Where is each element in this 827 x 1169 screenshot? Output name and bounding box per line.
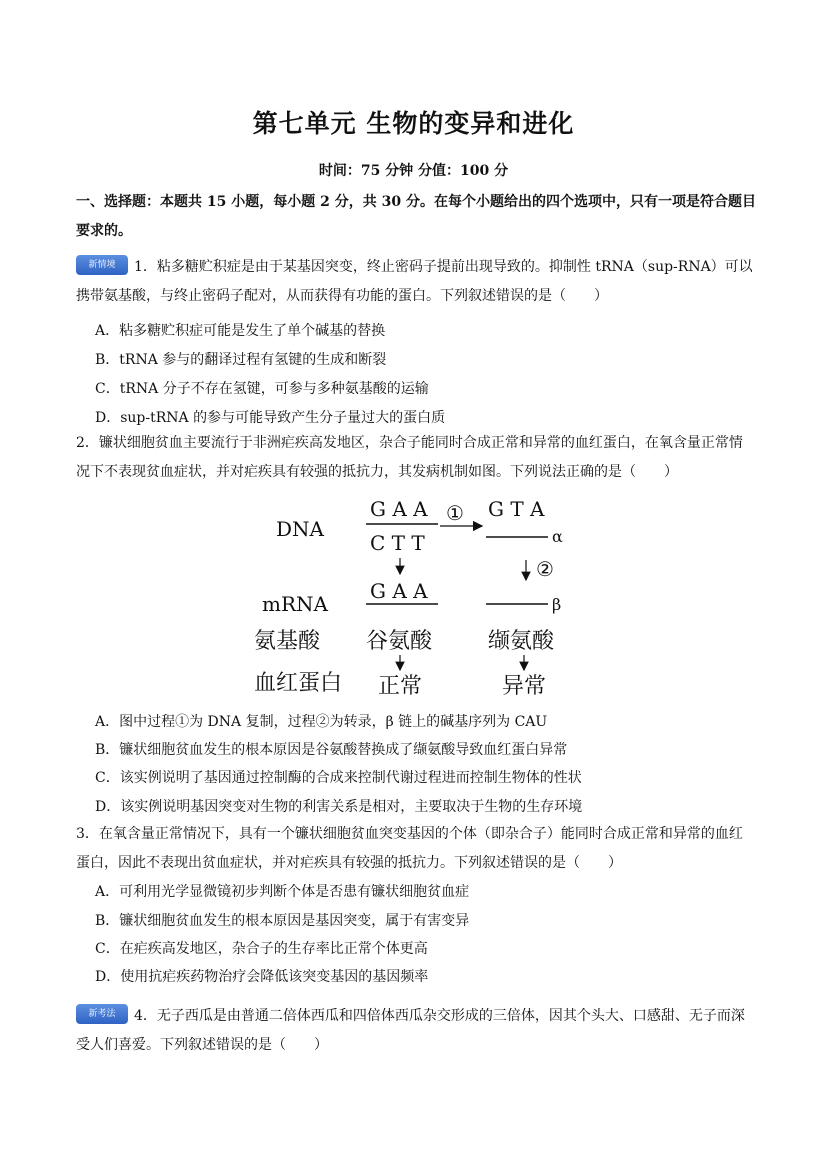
dna-template-top: G A A bbox=[370, 497, 428, 521]
dna-template-bottom: C T T bbox=[370, 531, 425, 555]
question-stem: 4．无子西瓜是由普通二倍体西瓜和四倍体西瓜杂交形成的三倍体，因其个头大、口感甜、无子而深受人们喜爱。下列叙述错误的是（ ） bbox=[76, 1008, 745, 1053]
amino-acid-normal: 谷氨酸 bbox=[366, 629, 433, 654]
beta-label: β bbox=[552, 595, 562, 614]
question-badge: 新考法 bbox=[76, 1004, 128, 1024]
result-mutant: 异常 bbox=[502, 674, 547, 699]
question-1-option-c: C．tRNA 分子不存在氢键，可参与多种氨基酸的运输 bbox=[95, 381, 429, 397]
question-2-option-a: A．图中过程①为 DNA 复制，过程②为转录，β 链上的碱基序列为 CAU bbox=[95, 714, 548, 730]
alpha-label: α bbox=[552, 527, 563, 546]
page-title: 第七单元 生物的变异和进化 bbox=[252, 109, 575, 138]
question-3-option-c: C．在疟疾高发地区，杂合子的生存率比正常个体更高 bbox=[95, 941, 428, 957]
question-3-option-a: A．可利用光学显微镜初步判断个体是否患有镰状细胞贫血症 bbox=[95, 884, 470, 900]
question-badge: 新情境 bbox=[76, 255, 128, 275]
row-label-amino-acid: 氨基酸 bbox=[254, 629, 321, 654]
mutation-diagram-svg bbox=[250, 490, 590, 700]
question-stem: 3．在氧含量正常情况下，具有一个镰状细胞贫血突变基因的个体（即杂合子）能同时合成正常和异常的血红蛋白，因此不表现出贫血症状，并对疟疾具有较强的抵抗力。下列叙述错误的是（ ） bbox=[76, 826, 743, 871]
question-1-option-b: B．tRNA 参与的翻译过程有氢键的生成和断裂 bbox=[95, 352, 387, 368]
exam-meta: 时间：75 分钟 分值：100 分 bbox=[318, 163, 509, 179]
question-3-option-b: B．镰状细胞贫血发生的根本原因是基因突变，属于有害变异 bbox=[95, 913, 470, 929]
question-3 bbox=[76, 820, 756, 878]
row-label-mrna: mRNA bbox=[262, 592, 328, 616]
step-1-label: ① bbox=[446, 501, 464, 525]
question-2-option-c: C．该实例说明了基因通过控制酶的合成来控制代谢过程进而控制生物体的性状 bbox=[95, 770, 582, 786]
result-normal: 正常 bbox=[378, 674, 423, 699]
dna-mutated-top: G T A bbox=[488, 497, 545, 521]
row-label-dna: DNA bbox=[276, 517, 324, 541]
question-2-option-b: B．镰状细胞贫血发生的根本原因是谷氨酸替换成了缬氨酸导致血红蛋白异常 bbox=[95, 742, 568, 758]
amino-acid-mutant: 缬氨酸 bbox=[488, 629, 555, 654]
mrna-sequence: G A A bbox=[370, 579, 428, 603]
row-label-hemoglobin: 血红蛋白 bbox=[254, 671, 343, 696]
question-stem: 2．镰状细胞贫血主要流行于非洲疟疾高发地区，杂合子能同时合成正常和异常的血红蛋白，在氧含量正常情况下不表现贫血症状，并对疟疾具有较强的抵抗力，其发病机制如图。下列说法正确的是（ ） bbox=[76, 435, 743, 480]
question-1 bbox=[76, 253, 756, 311]
section-heading: 一、选择题：本题共 15 小题，每小题 2 分，共 30 分。在每个小题给出的四个选项中，只有一项是符合题目要求的。 bbox=[76, 194, 756, 239]
question-1-option-d: D．sup-tRNA 的参与可能导致产生分子量过大的蛋白质 bbox=[95, 410, 446, 426]
question-2-option-d: D．该实例说明基因突变对生物的利害关系是相对，主要取决于生物的生存环境 bbox=[95, 799, 583, 815]
step-2-label: ② bbox=[536, 557, 554, 581]
question-stem: 1．粘多糖贮积症是由于某基因突变，终止密码子提前出现导致的。抑制性 tRNA（sup-RNA）可以携带氨基酸，与终止密码子配对，从而获得有功能的蛋白。下列叙述错误的是（ ） bbox=[76, 259, 753, 304]
mutation-diagram bbox=[250, 490, 590, 700]
question-2 bbox=[76, 429, 756, 487]
question-4 bbox=[76, 1002, 756, 1060]
question-1-option-a: A．粘多糖贮积症可能是发生了单个碱基的替换 bbox=[95, 323, 386, 339]
question-3-option-d: D．使用抗疟疾药物治疗会降低该突变基因的基因频率 bbox=[95, 969, 429, 985]
